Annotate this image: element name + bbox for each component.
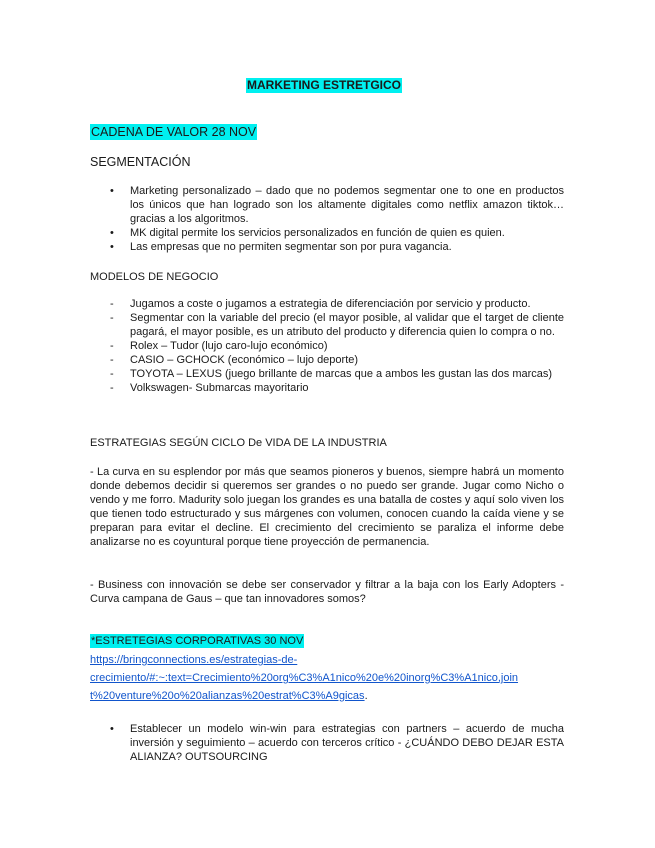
business-models-list [90,297,564,395]
list-item: - CASIO – GCHOCK (económico – lujo deporte) [110,354,359,366]
list-item: - Jugamos a coste o jugamos a estrategia de diferenciación por servicio y producto. [110,298,531,310]
bullet-marker: • [110,723,114,735]
dash-marker: - [110,312,114,324]
list-item: - Segmentar con la variable del precio (el mayor posible, al validar que el target de cliente pagará, el mayor posible, es un atributo del producto y diferencia quien lo compra o no. [110,312,564,338]
dash-marker: - [110,354,114,366]
dash-marker: - [110,382,114,394]
section-heading-estrategias-corporativas: *ESTRETEGIAS CORPORATIVAS 30 NOV [91,635,304,647]
bullet-marker: • [110,227,114,239]
heading-estrategias-ciclo-de-vida: ESTRATEGIAS SEGÚN CICLO De VIDA DE LA INDUSTRIA [90,437,387,449]
dash-marker: - [110,368,114,380]
page-title: MARKETING ESTRETGICO [247,78,402,92]
section-heading-cadena-de-valor: CADENA DE VALOR 28 NOV [91,125,257,139]
bullet-marker: • [110,185,114,197]
reference-link-block [90,650,570,704]
list-item: - Volkswagen- Submarcas mayoritario [110,382,309,394]
list-item: • Las empresas que no permiten segmentar son por pura vagancia. [110,241,452,253]
list-item: • Marketing personalizado – dado que no podemos segmentar one to one en productos los únicos que han logrado son los altamente digitales como netflix amazon tiktok… gracias a los algoritmos. [110,185,564,225]
dash-marker: - [110,340,114,352]
link-trailing-period: . [364,690,368,702]
segmentation-bullet-list [90,184,564,254]
list-item: - TOYOTA – LEXUS (juego brillante de marcas que a ambos les gustan las dos marcas) [110,368,553,380]
strategies-paragraph-1: - La curva en su esplendor por más que seamos pioneros y buenos, siempre habrá un momento donde debemos decidir si queremos ser grandes o no puedo ser grande. Jugar como Nicho o vendo y me forro. Madurity solo juegan los grandes es una batalla de costes y aquí solo viven los que tienen todo estructurado y sus márgenes con volumen, conocen cuando la caída viene y se preparan para evitar el decline. El crecimiento del crecimiento se paraliza el informe debe analizarse no es coyuntural porque tiene proyección de permanencia. [90,466,564,548]
strategies-paragraph-2: - Business con innovación se debe ser conservador y filtrar a la baja con los Early Adopters - Curva campana de Gaus – que tan innovadores somos? [90,579,564,605]
reference-link-line-1[interactable]: https://bringconnections.es/estrategias-de- [90,654,298,666]
list-item: • MK digital permite los servicios personalizados en función de quien es quien. [110,227,505,239]
list-item: • Establecer un modelo win-win para estrategias con partners – acuerdo de mucha inversión y seguimiento – acuerdo con terceros crítico - ¿CUÁNDO DEBO DEJAR ESTA ALIANZA? OUTSOURCING [110,723,564,763]
dash-marker: - [110,298,114,310]
corporate-bullet-list [90,722,564,764]
reference-link-line-2[interactable]: crecimiento/#:~:text=Crecimiento%20org%C3%A1nico%20e%20inorg%C3%A1nico,join [90,672,519,684]
list-item: - Rolex – Tudor (lujo caro-lujo económico) [110,340,328,352]
heading-modelos-de-negocio: MODELOS DE NEGOCIO [90,271,219,283]
reference-link-line-3[interactable]: t%20venture%20o%20alianzas%20estrat%C3%A9gicas [90,690,365,702]
subheading-segmentacion: SEGMENTACIÓN [90,155,191,169]
bullet-marker: • [110,241,114,253]
